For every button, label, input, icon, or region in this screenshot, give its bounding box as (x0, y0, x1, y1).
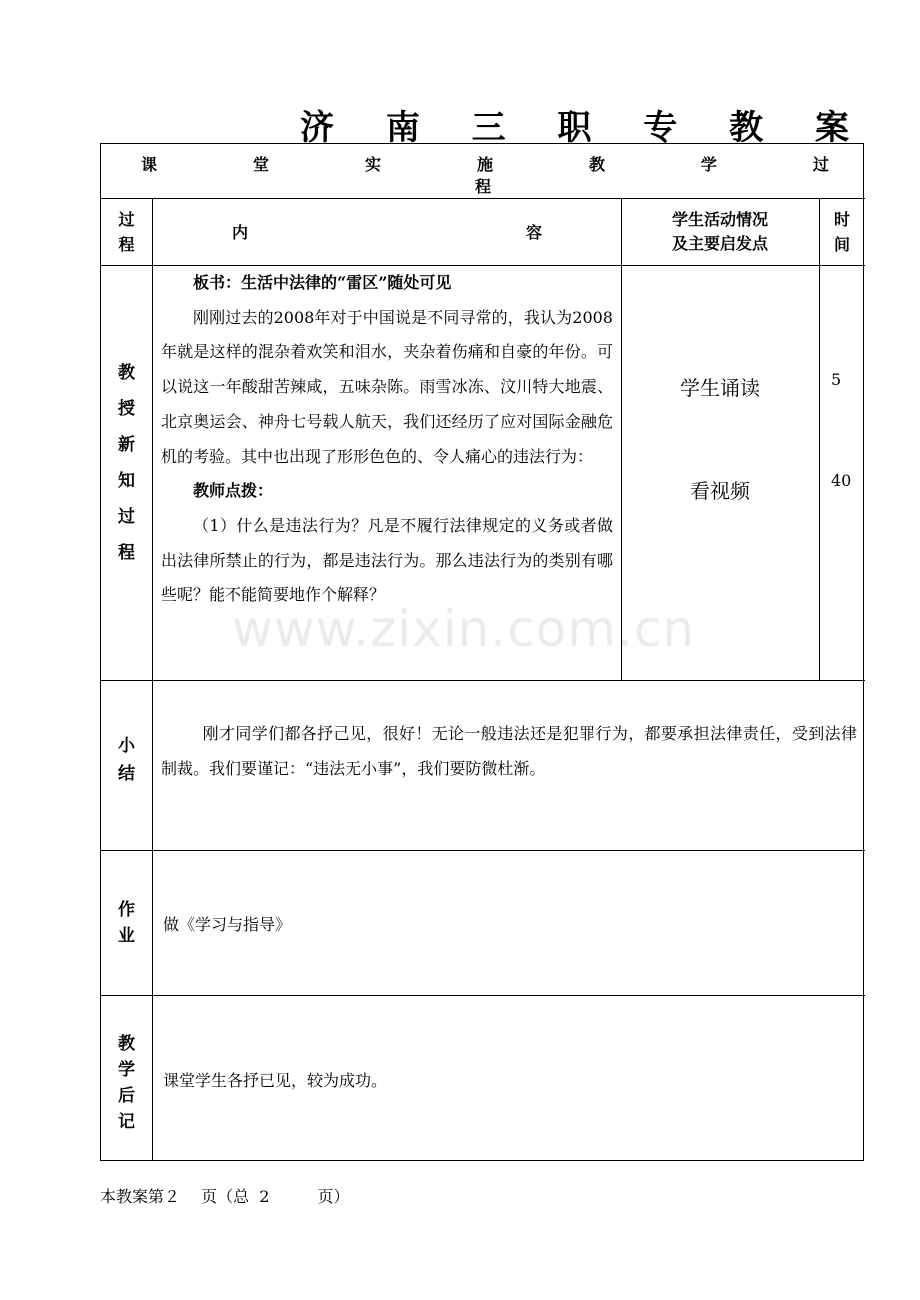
reflection-label (101, 1031, 152, 1135)
header-activity-line: 学生活动情况 (671, 209, 768, 229)
column-divider (152, 198, 153, 1161)
page-footer: 本教案第２ 页（总 2 页） (100, 1187, 350, 1206)
teaching-content (161, 272, 613, 613)
summary-char: 结 (118, 764, 135, 784)
header-time-cell (819, 198, 865, 265)
question-paragraph: （1）什么是违法行为？凡是不履行法律规定的义务或者做出法律所禁止的行为，都是违法行为。那么违法行为的类别有哪些呢？能不能简要地作个解释？ (161, 515, 613, 605)
banner-row-2: 程 (474, 177, 491, 196)
summary-char: 小 (118, 736, 135, 756)
row-divider (101, 680, 865, 681)
stage-char: 程 (118, 543, 135, 563)
header-content-right: 容 (526, 223, 543, 242)
header-activity-line: 及主要启发点 (671, 233, 768, 253)
activity-read-aloud: 学生诵读 (680, 376, 760, 400)
column-divider (621, 198, 622, 680)
stage-char: 过 (118, 507, 135, 527)
reflection-char: 教 (118, 1034, 135, 1054)
homework-text: 做《学习与指导》 (163, 915, 292, 934)
header-activity-cell (621, 198, 819, 265)
stage-char: 教 (118, 363, 135, 383)
reflection-text: 课堂学生各抒已见，较为成功。 (163, 1071, 388, 1090)
teacher-tip-heading: 教师点拨： (193, 481, 274, 501)
row-divider (101, 995, 865, 996)
banner-char: 学 (700, 155, 763, 174)
time-value: 5 (831, 370, 842, 389)
document-title: 济 南 三 职 专 教 案 (300, 108, 870, 148)
banner-char: 教 (588, 155, 651, 174)
column-divider (819, 198, 820, 680)
board-title: 板书：生活中法律的“雷区”随处可见 (193, 273, 452, 292)
summary-label (101, 732, 152, 788)
stage-char: 新 (118, 435, 135, 455)
teaching-paragraph: 刚刚过去的2008年对于中国说是不同寻常的，我认为2008年就是这样的混杂着欢笑和泪水，夹杂着伤痛和自豪的年份。可以说这一年酸甜苦辣咸，五味杂陈。雨雪冰冻、汶川特大地震、北京奥运会、神舟七号载人航天，我们还经历了应对国际金融危机的考验。其中也出现了形形色色的、令人痛心的违法行为： (161, 307, 613, 466)
homework-char: 作 (118, 900, 135, 920)
summary-text: 刚才同学们都各抒己见，很好！无论一般违法还是犯罪行为，都要承担法律责任，受到法律制裁。我们要谨记：“违法无小事”，我们要防微杜渐。 (161, 724, 857, 778)
banner-char: 堂 (252, 155, 315, 174)
time-value: 40 (831, 471, 852, 490)
teaching-stage-label (101, 355, 152, 571)
banner-char: 实 (364, 155, 427, 174)
header-time-char: 时 (833, 209, 850, 229)
banner-cell (101, 144, 865, 198)
summary-content (161, 716, 857, 786)
row-divider (101, 850, 865, 851)
watermark: www.zixin.com.cn (232, 600, 696, 658)
homework-char: 业 (118, 926, 135, 946)
header-time-char: 间 (833, 234, 850, 254)
banner-row-1 (141, 152, 829, 175)
reflection-char: 后 (118, 1086, 135, 1106)
header-process-char: 过 (118, 209, 135, 229)
reflection-char: 学 (118, 1060, 135, 1080)
header-content-cell (152, 198, 621, 265)
stage-char: 授 (118, 399, 135, 419)
homework-label (101, 897, 152, 949)
header-process-cell (101, 198, 152, 265)
activity-watch-video: 看视频 (690, 479, 750, 503)
reflection-char: 记 (118, 1112, 135, 1132)
stage-char: 知 (118, 471, 135, 491)
banner-char: 施 (476, 155, 539, 174)
banner-char: 过 (812, 155, 829, 174)
banner-char: 课 (141, 155, 203, 174)
header-content-left: 内 (232, 223, 249, 242)
lesson-plan-table (100, 143, 864, 1161)
header-process-char: 程 (118, 234, 135, 254)
